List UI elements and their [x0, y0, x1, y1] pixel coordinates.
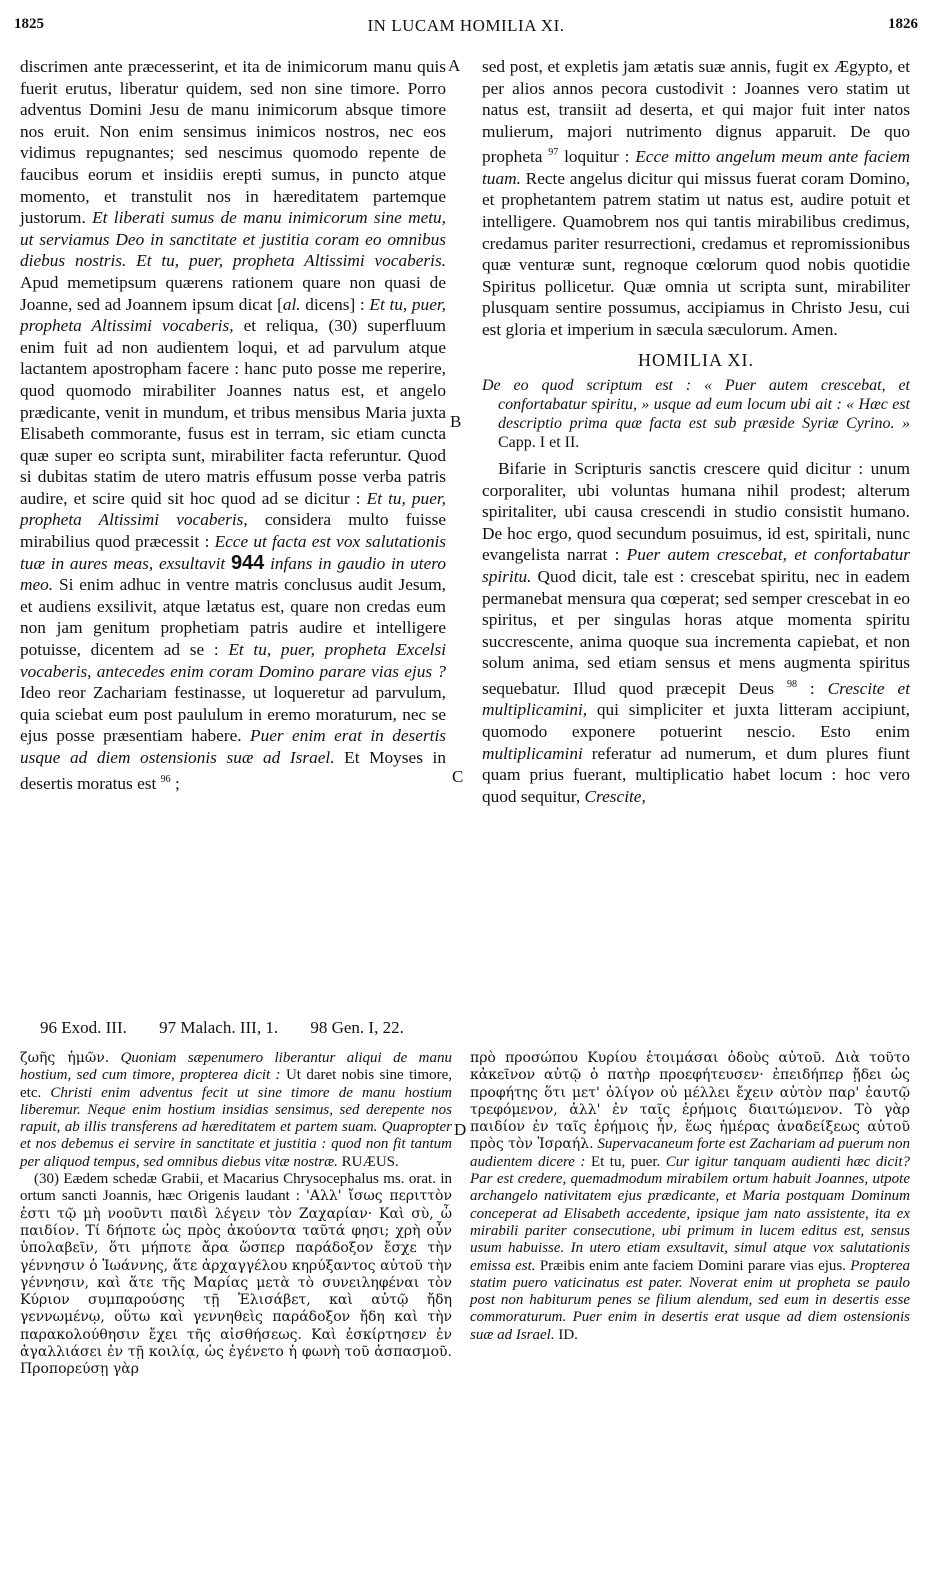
- text: sed post, et expletis jam ætatis suæ annis, fugit ex Ægypto, et per alios annos pecora custodivit : Joannes vero statim ut natus est, transiit ad deserta, et qui major fuit inter natos mulierum, majori nutrimento dignus apparuit. De quo propheta: [482, 57, 910, 167]
- scripture-quote: Et tu, puer, propheta Altissimi vocaberis,: [20, 294, 446, 336]
- notes-right-column: [470, 1050, 910, 1344]
- text: Et Moyses in desertis moratus est: [20, 748, 446, 793]
- note-text: Præibis enim ante faciem Domini parare vias ejus.: [535, 1257, 846, 1274]
- right-paragraph-2: [482, 458, 910, 807]
- greek-text: πρὸ προσώπου Κυρίου ἑτοιμάσαι ὁδοὺς αὐτοῦ. Διὰ τοῦτο κἀκεῖνον αὐτῷ ὁ πατὴρ προεφήτευσεν· ἐπειδήπερ ᾔδει ὡς προφήτης ὅτι μετ' ὀλίγον οὐ μέλλει ἔχειν αὐτὸν παρ' ἑαυτῷ τρεφόμενον, ἀλλ' ἐν ταῖς ἐρήμοις διαιτώμενον. Τὸ γὰρ παιδίον ἐν ταῖς ἐρήμοις ἦν, ἕως ἡμέρας ἀναδείξεως αὐτοῦ πρὸς τὸν Ἰσραήλ.: [470, 1050, 910, 1153]
- note-text: Supervacaneum forte est Zachariam ad puerum non audientem dicere :: [470, 1136, 910, 1170]
- variant-note: al.: [282, 294, 301, 314]
- text: et reliqua, (30) superfluum enim fuit ad non audientem loqui, et ad parvulum atque lactantem apostropham facere : hanc puto posse me reperire, quod quomodo mirabiliter Joannes natus est, et angelo prædicante, venit in mundum, et tribus mensibus Maria juxta Elisabeth commorante, fusus est in terram, sic etiam cuncta quæ super eo scripta sunt, mirabiliter facta referuntur. Quod si dubitas statim de utero matris effusum posse verba patris audire, et scire quid sit hoc quod ad se dicitur :: [20, 316, 446, 508]
- scripture-quote: infans in gaudio in utero meo.: [20, 553, 446, 595]
- scripture-quote: Ecce ut facta est vox salutationis tuæ in aures meas, exsultavit: [20, 532, 446, 573]
- footnote-ref: 98: [787, 679, 798, 691]
- scripture-quote: Crescite,: [584, 786, 646, 806]
- scripture-quote: Ecce mitto angelum meum ante faciem tuam.: [482, 147, 911, 188]
- summary-text: De eo quod scriptum est : « Puer autem crescebat, et confortabatur spiritu, » usque ad eum locum ubi ait : « Hæc est descriptio prima quæ facta est sub præside Syriæ Cyrino. »: [482, 377, 910, 433]
- note-signature: RUÆUS.: [337, 1153, 399, 1170]
- page-number-right: 1826: [888, 16, 918, 32]
- text: Recte angelus dicitur qui missus fuerat coram Domino, et prophetantem patrem statim ut natus est, audire potuit et intelligere. Quamobrem nos qui tantis mirabilibus credimus, credamus pariter resurrectioni, credamus et repromissionibus quæ venturæ sunt, regnoque cœlorum quod nobis quotidie Spiritus pollicetur. Quæ omnia ut scripta sunt, mirabiliter plusquam sentire possumus, accipiamus in Christo Jesu, cui est gloria et imperium in sæcula sæculorum. Amen.: [482, 168, 910, 339]
- note-ruaeus: [20, 1050, 452, 1171]
- note-continued: [470, 1050, 910, 1344]
- right-paragraph-1: [482, 56, 910, 340]
- scripture-quote: Crescite et multiplicamini,: [482, 678, 910, 720]
- scripture-quote: multiplicamini: [482, 743, 583, 763]
- text: Apud memetipsum quærens rationem quare non quasi de Joanne, sed ad Joannem ipsum dicat [: [20, 272, 446, 314]
- footnote-ref: 96: [160, 773, 171, 785]
- margin-mark-c: C: [452, 767, 464, 786]
- note-text: (30) Eædem schedæ Grabii, et Macarius Chrysocephalus ms. orat. in ortum sancti Joannis, hæc Origenis laudant :: [20, 1171, 452, 1205]
- margin-mark-d: D: [454, 1120, 467, 1139]
- note-signature: ID.: [554, 1326, 578, 1343]
- text: Bifarie in Scripturis sanctis crescere quid dicitur : unum corporaliter, ubi voluntas humana nihil prodest; alterum spiritaliter, ubi causa crescendi in studio consistit humano. De hoc ergo, quod secundum posuimus, id est, spiritali, nunc evangelista narrat :: [482, 459, 910, 565]
- margin-mark-b: B: [450, 412, 462, 431]
- right-column: [482, 56, 910, 807]
- text: Quod dicit, tale est : crescebat spiritu, nec in eadem permanebat mensura qua cœperat; sed semper crescebat in eo spiritus, et per singulas horas atque momenta spiritu succrescente, anima quoque sua incrementa capiebat, et non solum anima, sed etiam sensus et mens augmenta spiritus sequebatur. Illud quod præcepit Deus: [482, 567, 910, 698]
- homily-title: HOMILIA XI.: [638, 350, 754, 371]
- left-column: [20, 56, 446, 794]
- scripture-quote: Puer enim erat in desertis usque ad diem ostensionis suæ ad Israel.: [20, 726, 446, 767]
- text: qui simpliciter et juxta litteram accipiunt, quomodo exponere potuerint nescio. Esto enim: [482, 700, 910, 741]
- text: discrimen ante præcesserint, et ita de inimicorum manu quis fuerit erutus, liberatur quidem, sed non sine timore. Porro adventus Domini Jesu de manu inimicorum absque timore nos eruit. Non enim sensimus inimicos nostros, nec eos vidimus repugnantes; sed nescimus quomodo repente de faucibus eorum et insidiis erepti sumus, in puncto atque momento, et transtulit nos in hæreditatem partemque justorum.: [20, 57, 446, 228]
- greek-text: ζωῆς ἡμῶν.: [20, 1050, 110, 1066]
- note-text: Quoniam sæpenumero liberantur aliqui de manu hostium, sed cum timore, propterea dicit :: [20, 1050, 453, 1084]
- text: ;: [170, 773, 180, 793]
- margin-mark-a: A: [448, 56, 461, 75]
- greek-text: 'Αλλ' ἴσως περιττὸν ἐστι τῷ μὴ νοοῦντι παιδὶ λέγειν τὸν Ζαχαρίαν· Καὶ σὺ, ὦ παιδίον. Τί δήποτε ὡς πρὸς ἀκούοντα ταῦτά φησι; χρὴ οὖν ὑπολαβεῖν, ὅτι μήποτε ἄρα ὥσπερ παράδοξον ἔσχε τὴν γέννησιν ὁ Ἰωάννης, ἅτε ἀρχαγγέλου κηρύξαντος αὐτοῦ τὴν γέννησιν, καὶ ἅτε τῆς Μαρίας μετὰ τὸ συνειληφέναι τὸν Κύριον συμπαρούσης τῇ Ἐλισάβετ, καὶ αὐτῷ ἤδη γεννωμένῳ, οὕτω καὶ γεννηθεὶς παράδοξον ἤδη καὶ τὴν παρακολούθησιν ἔχει τῆς αἰσθήσεως. Καὶ ἐσκίρτησεν ἐν ἀγαλλιάσει ἐν τῇ κοιλίᾳ, ὡς ἐγένετο ἡ φωνὴ τοῦ ἀσπασμοῦ. Προπορεύσῃ γὰρ: [20, 1188, 452, 1378]
- page-header: [0, 10, 932, 40]
- column-number: 944: [230, 551, 265, 574]
- footnote-96: 96 Exod. III.: [40, 1018, 127, 1037]
- note-text: Propterea statim puero vaticinatus est pater. Noverat enim ut propheta se paulo post non habiturum penes se filium alendum, sed eum in desertis esse commoraturum. Puer enim in desertis erat usque ad diem ostensionis suæ ad Israel.: [470, 1257, 910, 1343]
- notes-left-column: [20, 1050, 452, 1379]
- note-text: Et tu, puer.: [590, 1153, 661, 1170]
- running-title: IN LUCAM HOMILIA XI.: [367, 16, 565, 35]
- text: :: [797, 678, 828, 698]
- footnote-98: 98 Gen. I, 22.: [310, 1018, 404, 1037]
- text: loquitur :: [558, 147, 636, 167]
- footnote-97: 97 Malach. III, 1.: [159, 1018, 279, 1037]
- scripture-footnotes: [40, 1018, 900, 1038]
- chapter-ref: Capp. I et II.: [498, 434, 580, 452]
- scripture-quote: Et tu, puer, propheta Excelsi vocaberis, antecedes enim coram Domino parare vias ejus ?: [20, 640, 446, 681]
- footnote-ref: 97: [548, 147, 559, 159]
- homily-summary: [482, 376, 910, 452]
- text: considera multo fuisse mirabilius quod præcessit :: [20, 510, 446, 552]
- text: Ideo reor Zachariam festinasse, ut loqueretur ad parvulum, quia sciebat eum post paululum in eremo moraturum, nec se ejus posse præsentiam habere.: [20, 683, 446, 746]
- text: dicens] :: [300, 294, 370, 314]
- text: referatur ad numerum, et dum plures fiunt quam prius fuerant, multiplicatio habet locum : hoc vero quod sequitur,: [482, 743, 910, 806]
- scripture-quote: Et liberati sumus de manu inimicorum sine metu, ut serviamus Deo in sanctitate et justitia coram eo omnibus diebus nostris. Et tu, puer, propheta Altissimi vocaberis.: [20, 208, 447, 271]
- note-text: Christi enim adventus fecit ut sine timore de manu hostium liberemur. Neque enim hostium insidias sensimus, sed derepente nos rapuit, ab illis transferens ad hæreditatem et partem suam. Quapropter et nos debemus ei servire in sanctitate et justitia : quod non fit tantum per aliquod tempus, sed omnibus diebus vitæ nostræ.: [20, 1084, 452, 1170]
- scripture-quote: Puer autem crescebat, et confortabatur spiritu.: [482, 545, 910, 587]
- note-text: Ut daret nobis sine timore, etc.: [20, 1067, 452, 1101]
- scripture-quote: Et tu, puer, propheta Altissimi vocaberis,: [20, 488, 446, 530]
- left-paragraph: [20, 56, 446, 794]
- text: Si enim adhuc in ventre matris conclusus audit Jesum, et audiens exsilivit, atque lætatus est, quare non credas eum non jam genitum prophetiam patris audire et intelligere potuisse, dicentem ad se :: [20, 575, 446, 660]
- note-text: Cur igitur tanquam audienti hæc dicit? Par est credere, quemadmodum mirabilem ortum habuit Joannes, utpote archangelo nativitatem ejus prædicante, et Maria postquam Dominum conceperat ad Elisabeth accedente, ipsique jam nato assistente, ita ex mirabili pariter consecutione, ubi primum in lucem editus est, sensus usum habuisse. In utero etiam exsultavit, simul atque vox salutationis emissa est.: [470, 1153, 910, 1274]
- note-30: [20, 1171, 452, 1379]
- page-number-left: 1825: [14, 16, 44, 32]
